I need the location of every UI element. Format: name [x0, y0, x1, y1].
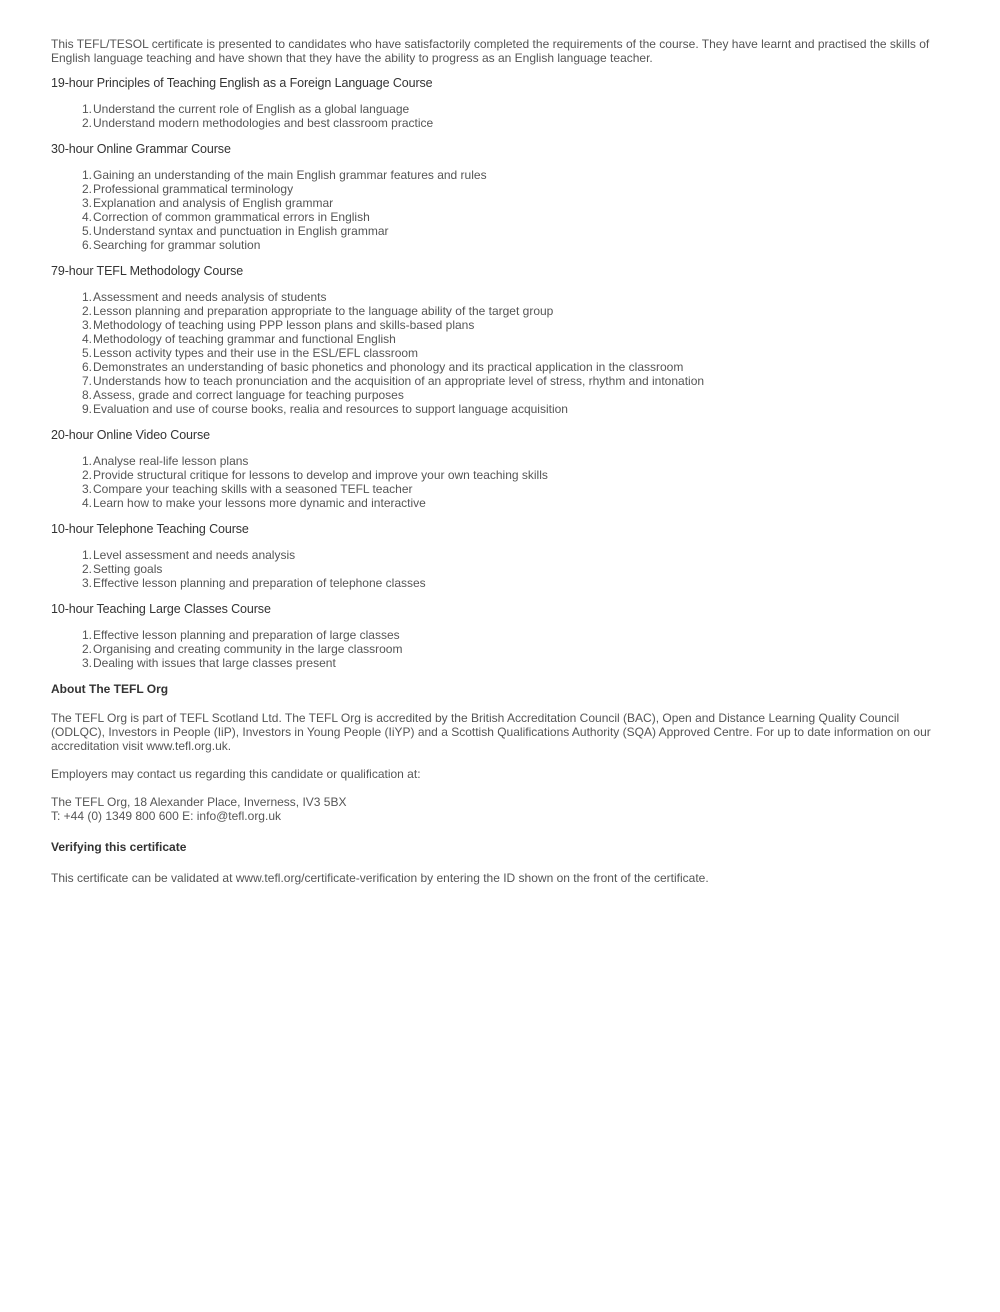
list-item-number: 2.	[82, 468, 93, 482]
list-item-text: Learn how to make your lessons more dynamic and interactive	[93, 496, 426, 510]
list-item-text: Dealing with issues that large classes present	[93, 656, 336, 670]
list-item-text: Understand syntax and punctuation in English grammar	[93, 224, 389, 238]
list-item-text: Lesson planning and preparation appropriate to the language ability of the target group	[93, 304, 554, 318]
list-item-number: 5.	[82, 224, 93, 238]
list-item	[82, 224, 946, 238]
list-item	[82, 562, 946, 576]
list-item	[82, 210, 946, 224]
list-item-text: Understand modern methodologies and best classroom practice	[93, 116, 434, 130]
employers-contact-text: Employers may contact us regarding this candidate or qualification at:	[51, 767, 421, 781]
about-paragraph: The TEFL Org is part of TEFL Scotland Ltd. The TEFL Org is accredited by the British Accreditation Council (BAC), Open and Distance Learning Quality Council (ODLQC), Investors in People (IiP), Investors in Young People (IiYP) and a Scottish Qualifications Authority (SQA) Approved Centre. For up to date information on our accreditation visit www.tefl.org.uk.	[51, 711, 931, 753]
list-item	[82, 238, 946, 252]
list-item	[82, 318, 946, 332]
list-item-number: 4.	[82, 332, 93, 346]
list-item-number: 3.	[82, 196, 93, 210]
list-item	[82, 576, 946, 590]
course-outcomes-list	[51, 168, 946, 252]
list-item-text: Methodology of teaching using PPP lesson plans and skills-based plans	[93, 318, 475, 332]
list-item-text: Methodology of teaching grammar and functional English	[93, 332, 396, 346]
list-item-text: Understand the current role of English as a global language	[93, 102, 410, 116]
list-item-text: Searching for grammar solution	[93, 238, 261, 252]
list-item-text: Analyse real-life lesson plans	[93, 454, 249, 468]
list-item	[82, 346, 946, 360]
course-outcomes-list	[51, 628, 946, 670]
list-item-number: 3.	[82, 656, 93, 670]
list-item	[82, 454, 946, 468]
list-item	[82, 548, 946, 562]
verify-paragraph: This certificate can be validated at www.tefl.org/certificate-verification by entering the ID shown on the front of the certificate.	[51, 871, 709, 885]
list-item-text: Effective lesson planning and preparation of telephone classes	[93, 576, 426, 590]
list-item	[82, 360, 946, 374]
list-item	[82, 642, 946, 656]
course-title: 20-hour Online Video Course	[51, 428, 210, 442]
contact-address: The TEFL Org, 18 Alexander Place, Inverness, IV3 5BX	[51, 795, 347, 809]
course-outcomes-list	[51, 102, 946, 130]
list-item	[82, 182, 946, 196]
list-item-number: 2.	[82, 116, 93, 130]
list-item-number: 6.	[82, 360, 93, 374]
list-item	[82, 468, 946, 482]
list-item	[82, 168, 946, 182]
list-item-number: 1.	[82, 454, 93, 468]
list-item-text: Organising and creating community in the large classroom	[93, 642, 403, 656]
list-item-text: Evaluation and use of course books, realia and resources to support language acquisition	[93, 402, 568, 416]
intro-paragraph: This TEFL/TESOL certificate is presented to candidates who have satisfactorily completed the requirements of the course. They have learnt and practised the skills of English language teaching and have shown that they have the ability to progress as an English language teacher.	[51, 37, 930, 65]
list-item	[82, 388, 946, 402]
list-item-number: 6.	[82, 238, 93, 252]
list-item-number: 4.	[82, 496, 93, 510]
list-item-number: 2.	[82, 642, 93, 656]
list-item-number: 4.	[82, 210, 93, 224]
list-item-number: 1.	[82, 290, 93, 304]
list-item-text: Professional grammatical terminology	[93, 182, 294, 196]
list-item	[82, 116, 946, 130]
list-item-number: 2.	[82, 304, 93, 318]
course-outcomes-list	[51, 548, 946, 590]
list-item	[82, 102, 946, 116]
list-item	[82, 290, 946, 304]
list-item-text: Gaining an understanding of the main English grammar features and rules	[93, 168, 487, 182]
verify-heading: Verifying this certificate	[51, 840, 187, 854]
list-item	[82, 196, 946, 210]
list-item	[82, 374, 946, 388]
list-item	[82, 628, 946, 642]
list-item-text: Setting goals	[93, 562, 163, 576]
list-item-number: 5.	[82, 346, 93, 360]
course-title: 19-hour Principles of Teaching English as a Foreign Language Course	[51, 76, 433, 90]
list-item-text: Effective lesson planning and preparation of large classes	[93, 628, 400, 642]
list-item-number: 3.	[82, 318, 93, 332]
contact-block	[51, 795, 946, 823]
list-item-number: 3.	[82, 576, 93, 590]
list-item-text: Assessment and needs analysis of students	[93, 290, 327, 304]
course-sections	[51, 76, 946, 670]
list-item	[82, 496, 946, 510]
list-item-text: Compare your teaching skills with a seasoned TEFL teacher	[93, 482, 413, 496]
course-title: 10-hour Teaching Large Classes Course	[51, 602, 271, 616]
course-title: 10-hour Telephone Teaching Course	[51, 522, 249, 536]
list-item-number: 1.	[82, 102, 93, 116]
list-item-text: Explanation and analysis of English grammar	[93, 196, 334, 210]
list-item-text: Lesson activity types and their use in the ESL/EFL classroom	[93, 346, 419, 360]
list-item-number: 2.	[82, 182, 93, 196]
list-item-number: 1.	[82, 548, 93, 562]
course-outcomes-list	[51, 290, 946, 416]
list-item-text: Level assessment and needs analysis	[93, 548, 296, 562]
list-item-number: 2.	[82, 562, 93, 576]
list-item-text: Correction of common grammatical errors in English	[93, 210, 370, 224]
list-item-number: 1.	[82, 168, 93, 182]
list-item-number: 1.	[82, 628, 93, 642]
list-item	[82, 402, 946, 416]
list-item	[82, 656, 946, 670]
list-item-text: Demonstrates an understanding of basic phonetics and phonology and its practical application in the classroom	[93, 360, 684, 374]
contact-phone-email: T: +44 (0) 1349 800 600 E: info@tefl.org.uk	[51, 809, 281, 823]
list-item	[82, 482, 946, 496]
list-item-text: Provide structural critique for lessons to develop and improve your own teaching skills	[93, 468, 548, 482]
list-item-text: Assess, grade and correct language for teaching purposes	[93, 388, 404, 402]
certificate-back-page	[51, 37, 946, 899]
list-item-number: 9.	[82, 402, 93, 416]
course-outcomes-list	[51, 454, 946, 510]
list-item-number: 3.	[82, 482, 93, 496]
about-heading: About The TEFL Org	[51, 682, 169, 696]
course-title: 30-hour Online Grammar Course	[51, 142, 231, 156]
course-title: 79-hour TEFL Methodology Course	[51, 264, 244, 278]
list-item	[82, 332, 946, 346]
list-item-text: Understands how to teach pronunciation and the acquisition of an appropriate level of stress, rhythm and intonation	[93, 374, 705, 388]
list-item	[82, 304, 946, 318]
list-item-number: 8.	[82, 388, 93, 402]
list-item-number: 7.	[82, 374, 93, 388]
